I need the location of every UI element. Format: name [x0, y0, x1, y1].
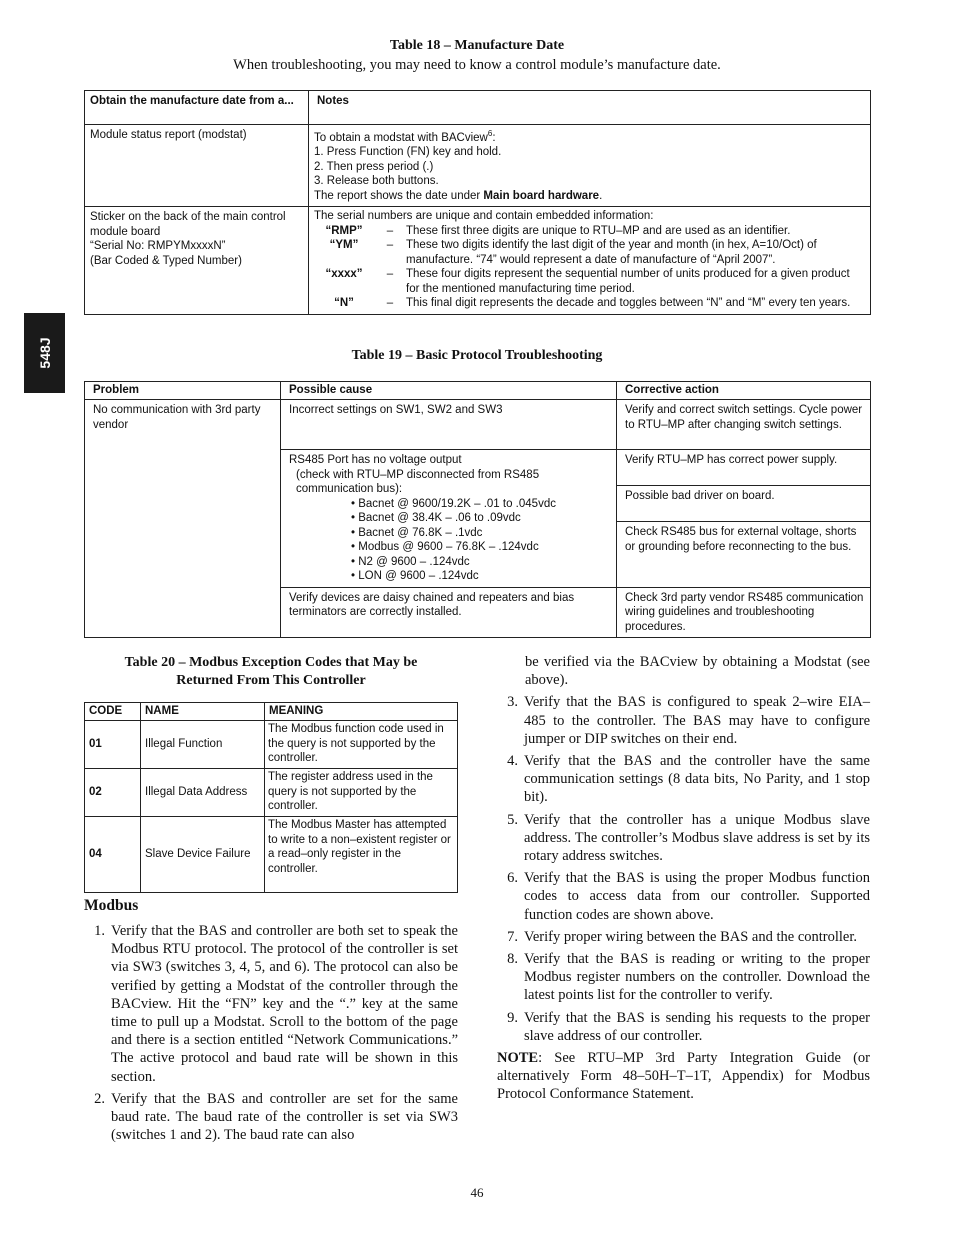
exception-code: 01 [85, 721, 141, 769]
serial-item: “N” – This final digit represents the decade and toggles between “N” and “M” every ten years. [334, 297, 851, 310]
table18-subtitle: When troubleshooting, you may need to know a control module’s manufacture date. [233, 57, 721, 73]
exception-code: 02 [85, 769, 141, 817]
table19-action: Check 3rd party vendor RS485 communication wiring guidelines and troubleshooting procedures. [617, 587, 871, 638]
table19-header-action: Corrective action [617, 382, 871, 400]
table20-header-name: NAME [141, 703, 265, 721]
voltage-bullet: • Bacnet @ 9600/19.2K – .01 to .045vdc [351, 497, 611, 512]
exception-meaning: The Modbus function code used in the query is not supported by the controller. [265, 721, 458, 769]
modbus-step: 5. Verify that the controller has a unique Modbus slave address. The controller’s Modbus slave address is set by its rotary address switches. [507, 811, 870, 865]
table20-title-line1: Table 20 – Modbus Exception Codes that May be [124, 655, 418, 670]
table18-header-notes: Notes [309, 91, 871, 125]
serial-item: “YM” – These two digits identify the last digit of the year and month (in hex, A=10/Oct) of manufacture. “74” would represent a date of manufacture of “April 2007”. [329, 239, 817, 266]
modbus-step: 9. Verify that the BAS is sending his requests to the proper slave address of our controller. [507, 1009, 870, 1044]
serial-item: “xxxx” – These four digits represent the sequential number of units produced for a given product for the mentioned manufacturing time period. [325, 268, 850, 295]
modbus-step: 7. Verify proper wiring between the BAS and the controller. [507, 928, 858, 945]
modbus-heading: Modbus [84, 897, 139, 914]
exception-name: Slave Device Failure [141, 817, 265, 893]
modbus-step: 8. Verify that the BAS is reading or writing to the proper Modbus register numbers on the controller. Download the latest points list for the controller to verify. [507, 951, 870, 1004]
note-text: : See RTU–MP 3rd Party Integration Guide (or alternatively Form 48–50H–T–1T, Appendix) for Modbus Protocol Conformance Statement. [497, 1050, 870, 1103]
exception-meaning: The register address used in the query is not supported by the controller. [265, 769, 458, 817]
modbus-step: 6. Verify that the BAS is using the proper Modbus function codes to access data from our controller. Supported function codes are shown above. [507, 870, 870, 923]
modbus-step: 3. Verify that the BAS is configured to speak 2–wire EIA–485 to the controller. The BAS may have to configure jumper or DIP switches on their end. [507, 694, 870, 747]
table19 [84, 381, 871, 638]
table19-title: Table 19 – Basic Protocol Troubleshooting [351, 348, 603, 363]
table20-header-code: CODE [85, 703, 141, 721]
side-tab-label: 548J [36, 337, 53, 369]
table18-title: Table 18 – Manufacture Date [389, 38, 565, 53]
table20 [84, 702, 458, 893]
table20-title-line2: Returned From This Controller [176, 673, 366, 688]
serial-intro: The serial numbers are unique and contain embedded information: [314, 210, 654, 223]
modstat-intro: To obtain a modstat with BACview$^6$: [314, 129, 496, 144]
table18-row1-notes [309, 125, 871, 207]
table18-row1-source: Module status report (modstat) [85, 125, 309, 207]
table19-cause: Incorrect settings on SW1, SW2 and SW3 [281, 400, 617, 450]
voltage-bullet: • Bacnet @ 38.4K – .06 to .09vdc [351, 511, 611, 526]
voltage-bullet: • N2 @ 9600 – .124vdc [351, 555, 611, 570]
modstat-step: 1. Press Function (FN) key and hold. [314, 146, 502, 159]
voltage-bullet-list [289, 497, 611, 584]
table19-action: Verify and correct switch settings. Cycle power to RTU–MP after changing switch settings. [617, 400, 871, 450]
table20-header-meaning: MEANING [265, 703, 458, 721]
side-tab [24, 313, 65, 393]
serial-item: “RMP” – These first three digits are unique to RTU–MP and are used as an identifier. [325, 224, 791, 237]
exception-meaning: The Modbus Master has attempted to write to a non–existent register or a read–only register in the controller. [265, 817, 458, 893]
table19-action: Possible bad driver on board. [617, 486, 871, 522]
voltage-bullet: • Bacnet @ 76.8K – .1vdc [351, 526, 611, 541]
table19-problem: No communication with 3rd party vendor [85, 400, 281, 638]
modbus-steps-left [84, 922, 458, 1148]
exception-code: 04 [85, 817, 141, 893]
table18-row2-source: Sticker on the back of the main control module board “Serial No: RMPYMxxxxN” (Bar Coded & Typed Number) [85, 207, 309, 315]
table18-header-source: Obtain the manufacture date from a... [85, 91, 309, 125]
modbus-step: 1. Verify that the BAS and controller are both set to speak the Modbus RTU protocol. The protocol of the controller is set via SW3 (switches 3, 4, 5, and 6). The protocol can also be verified by getting a Modstat of the controller through the BACview. Hit the “FN” key and the “.” key at the same time to pull up a Modstat. Scroll to the bottom of the page and there is a section entitled “Network Communications.” The active protocol and baud rate will be shown in this section. [94, 923, 458, 1085]
voltage-bullet: • Modbus @ 9600 – 76.8K – .124vdc [351, 540, 611, 555]
exception-name: Illegal Data Address [141, 769, 265, 817]
modbus-step: 4. Verify that the BAS and the controller have the same communication settings (8 data bits, No Parity, and 1 stop bit). [507, 753, 870, 806]
modbus-step: 2. Verify that the BAS and controller are set for the same baud rate. The baud rate of the controller is set via SW3 (switches 1 and 2). The baud rate can also [94, 1090, 458, 1144]
modstat-report: The report shows the date under Main board hardware. [314, 189, 603, 202]
table19-header-cause: Possible cause [281, 382, 617, 400]
table18 [84, 90, 871, 315]
table19-action: Check RS485 bus for external voltage, shorts or grounding before reconnecting to the bus. [617, 522, 871, 588]
table19-header-problem: Problem [85, 382, 281, 400]
note-label: NOTE [497, 1050, 539, 1067]
table19-cause-rs485: RS485 Port has no voltage output (check with RTU–MP disconnected from RS485 communication bus): • Bacnet @ 9600/19.2K – .01 to .045vdc • Bacnet @ 38.4K – .06 to .09vdc • Bacnet @ 76.8K – .1vdc • Modbus @ 9600 – 76.8K – .124vdc • N2 @ 9600 – .124vdc • LON @ 9600 – .124vdc [281, 450, 617, 588]
table19-action: Verify RTU–MP has correct power supply. [617, 450, 871, 486]
voltage-bullet: • LON @ 9600 – .124vdc [351, 569, 611, 584]
modbus-step-continued: be verified via the BACview by obtaining a Modstat (see above). [525, 654, 870, 689]
table19-cause: Verify devices are daisy chained and repeaters and bias terminators are correctly installed. [281, 587, 617, 638]
modbus-note [497, 1049, 870, 1104]
modbus-steps-right [497, 653, 870, 1104]
modstat-step: 3. Release both buttons. [314, 175, 439, 188]
modstat-step: 2. Then press period (.) [314, 160, 434, 173]
table18-row2-notes [309, 207, 871, 315]
page-number: 46 [470, 1185, 484, 1200]
exception-name: Illegal Function [141, 721, 265, 769]
